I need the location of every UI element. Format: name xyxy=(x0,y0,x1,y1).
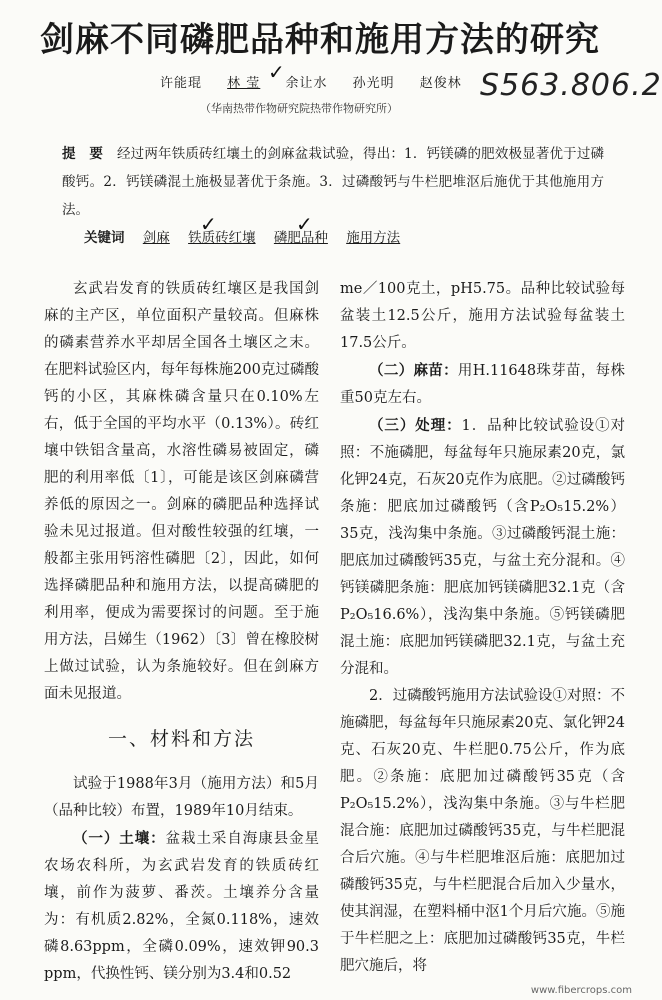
keyword: 剑麻 xyxy=(142,230,170,246)
watermark: www.fibercrops.com xyxy=(530,985,632,996)
paragraph xyxy=(340,357,625,412)
keyword: 施用方法 xyxy=(346,230,401,246)
paragraph: me／100克土，pH5.75。品种比较试验每盆装土12.5公斤，施用方法试验每盆装土17.5公斤。 xyxy=(340,281,625,351)
paragraph xyxy=(340,412,625,683)
keywords-label: 关键词 xyxy=(84,230,125,246)
keyword: 铁质砖红壤 xyxy=(188,230,256,246)
author-list xyxy=(160,72,482,91)
author-name: 赵俊林 xyxy=(419,76,462,91)
author-name: 孙光明 xyxy=(352,76,395,91)
author-name: 许能琨 xyxy=(160,76,203,91)
author-name: 余让水 xyxy=(285,76,328,91)
paragraph-text: 盆栽土采自海康县金星农场农科所，为玄武岩发育的铁质砖红壤，前作为菠萝、番茨。土壤养分含量为：有机质2.82%，全氮0.118%，速效磷8.63ppm，全磷0.09%，速效钾90.3 ppm，代换性钙、镁分别为3.4和0.52 xyxy=(44,831,320,982)
paragraph-text: 1．品种比较试验设①对照：不施磷肥，每盆每年只施尿素20克，氯化钾24克，石灰20克作为底肥。②过磷酸钙条施：肥底加过磷酸钙（含P₂O₅15.2%）35克，浅沟集中条施。③过磷酸钙混土施：肥底加过磷酸钙35克，与盆土充分混和。④钙镁磷肥条施：肥底加钙镁磷肥32.1克（含P₂O₅16.6%），浅沟集中条施。⑤钙镁磷肥混土施：底肥加钙镁磷肥32.1克，与盆土充分混和。 xyxy=(340,418,625,677)
checkmark-icon: ✓ xyxy=(268,60,285,84)
paragraph xyxy=(44,825,319,988)
author-name: 林 莹 xyxy=(227,76,261,91)
left-column xyxy=(44,276,319,988)
right-column xyxy=(340,276,625,980)
paragraph: 试验于1988年3月（施用方法）和5月（品种比较）布置，1989年10月结束。 xyxy=(44,776,319,819)
checkmark-icon: ✓ xyxy=(200,212,217,236)
abstract-text: 经过两年铁质砖红壤土的剑麻盆栽试验，得出：1．钙镁磷的肥效极显著优于过磷酸钙。2．钙镁磷混土施极显著优于条施。3．过磷酸钙与牛栏肥堆沤后施优于其他施用方法。 xyxy=(62,146,605,218)
abstract-label: 提 要 xyxy=(62,146,104,162)
handwritten-classification-code: S563.806.2 xyxy=(480,68,662,103)
subsection-label: （三）处理： xyxy=(369,417,462,434)
keywords xyxy=(84,226,604,246)
section-heading: 一、材料和方法 xyxy=(107,728,255,750)
paragraph-text: 用H.11648珠芽苗，每株重50克左右。 xyxy=(340,363,625,406)
subsection-label: （二）麻苗： xyxy=(369,362,458,379)
keyword: 磷肥品种 xyxy=(273,230,328,246)
paper-title: 剑麻不同磷肥品种和施用方法的研究 xyxy=(40,20,600,60)
intro-paragraph: 玄武岩发育的铁质砖红壤区是我国剑麻的主产区，单位面积产量较高。但麻株的磷素营养水平却居全国各土壤区之末。在肥料试验区内，每年每株施200克过磷酸钙的小区，其麻株磷含量只在0.10%左右，低于全国的平均水平（0.13%）。砖红壤中铁铝含量高，水溶性磷易被固定，磷肥的利用率低〔1〕，可能是该区剑麻磷营养低的原因之一。剑麻的磷肥品种选择试验未见过报道。但对酸性较强的红壤，一般都主张用钙溶性磷肥〔2〕，因此，如何选择磷肥品种和施用方法，以提高磷肥的利用率，便成为需要探讨的问题。至于施用方法，吕娣生（1962）〔3〕曾在橡胶树上做过试验，认为条施较好。但在剑麻方面未见报道。 xyxy=(44,281,319,702)
abstract xyxy=(62,140,604,224)
paragraph: 2．过磷酸钙施用方法试验设①对照：不施磷肥，每盆每年只施尿素20克、氯化钾24克、石灰20克、牛栏肥0.75公斤，作为底肥。②条施：底肥加过磷酸钙35克（含P₂O₅15.2%），浅沟集中条施。③与牛栏肥混合施：底肥加过磷酸钙35克，与牛栏肥混合后穴施。④与牛栏肥堆沤后施：底肥加过磷酸钙35克，与牛栏肥混合后加入少量水，使其润湿，在塑料桶中沤1个月后穴施。⑤施于牛栏肥之上：底肥加过磷酸钙35克，牛栏肥穴施后，将 xyxy=(340,688,625,974)
subsection-label: （一）土壤： xyxy=(73,830,166,847)
affiliation: （华南热带作物研究院热带作物研究所） xyxy=(200,102,398,115)
checkmark-icon: ✓ xyxy=(296,212,313,236)
